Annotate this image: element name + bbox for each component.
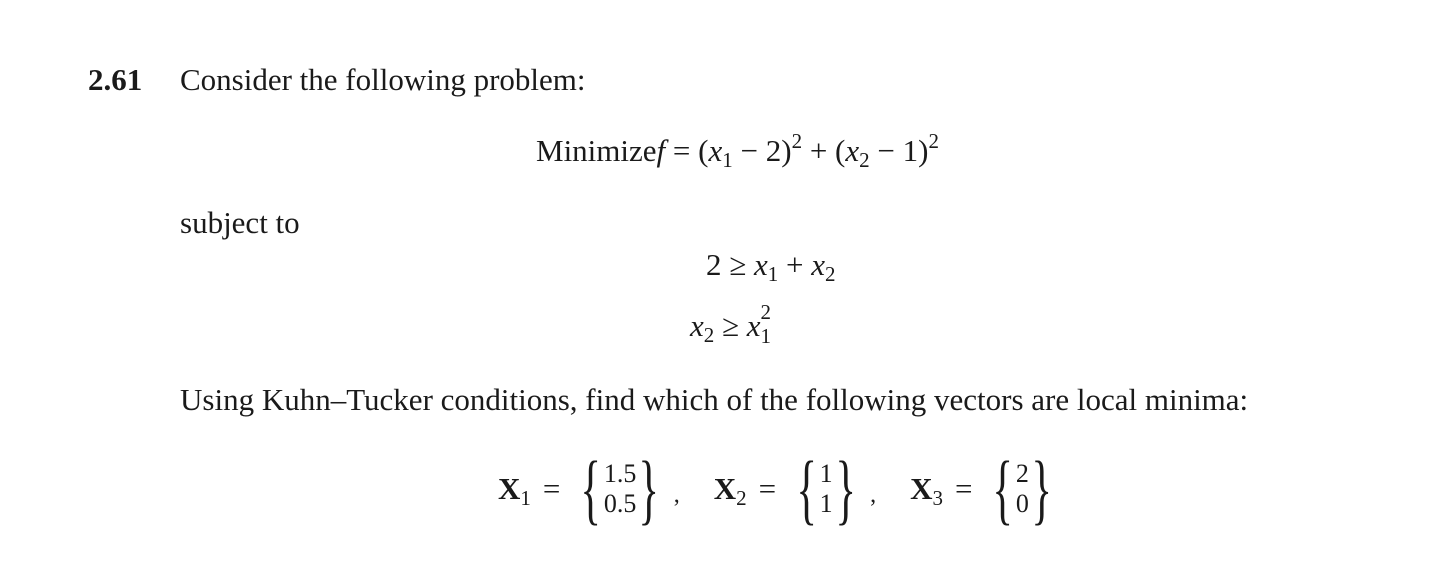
vector-top: 1.5: [603, 459, 637, 488]
vector-sub: 2: [736, 486, 747, 510]
objective-exp2: 2: [928, 129, 939, 153]
vector-x1: [498, 445, 680, 532]
vector-label: [910, 471, 943, 510]
vector-top: 1: [819, 459, 833, 488]
objective-f: f: [656, 133, 666, 168]
vector-letter: X: [713, 471, 737, 506]
objective-sub2: 2: [859, 148, 870, 172]
constraint1-lhs: 2 ≥: [706, 247, 755, 282]
constraint1-sub1: 1: [767, 262, 779, 286]
vector-sub: 1: [520, 486, 531, 510]
question-text: Using Kuhn–Tucker conditions, find which of the following vectors are local minima:: [180, 382, 1249, 417]
left-brace-icon: {: [580, 445, 602, 532]
constraint2-sub-rhs: 1: [760, 324, 772, 348]
objective-term1: − 2): [732, 133, 792, 168]
vector-bottom: 1: [819, 489, 833, 518]
constraint-2: [690, 300, 775, 348]
vector-bottom: 0.5: [603, 489, 637, 518]
constraint2-sub-lhs: 2: [703, 323, 715, 347]
vector-column: [820, 459, 833, 519]
right-brace-icon: }: [1031, 445, 1052, 532]
objective-sub1: 1: [722, 148, 733, 172]
vector-label: [713, 471, 747, 510]
vector-x2: [713, 445, 877, 532]
constraint1-plus: +: [778, 247, 812, 282]
right-brace-icon: }: [835, 445, 856, 532]
objective-term2: − 1): [869, 133, 929, 168]
constraint1-x1: x: [754, 247, 768, 282]
left-brace-icon: {: [992, 445, 1014, 532]
problem-number: 2.61: [88, 62, 143, 97]
vector-x3: [910, 445, 1066, 532]
minimize-word: Minimize: [536, 133, 657, 168]
right-brace-icon: }: [638, 445, 660, 532]
objective-equals: = (: [665, 133, 709, 168]
vector-column: [604, 459, 637, 519]
vector-letter: X: [910, 471, 933, 506]
vector-equals: =: [758, 471, 777, 506]
constraint2-exp: 2: [760, 300, 772, 324]
constraint2-x1: x: [746, 308, 761, 343]
subject-to-label: subject to: [180, 205, 300, 240]
vector-equals: =: [954, 471, 973, 506]
constraint-1: [706, 247, 836, 286]
vector-letter: X: [498, 471, 521, 506]
constraint1-x2: x: [811, 247, 826, 282]
objective-plus: + (: [802, 133, 846, 168]
vector-top: 2: [1015, 459, 1029, 488]
problem-intro: Consider the following problem:: [180, 62, 586, 97]
constraint2-geq: ≥: [714, 308, 747, 343]
candidate-vectors: [498, 445, 1066, 532]
vector-bottom: 0: [1015, 489, 1029, 518]
objective-x2: x: [845, 133, 860, 168]
objective-x1: x: [708, 133, 723, 168]
vector-comma: ,: [673, 481, 680, 508]
vector-sub: 3: [932, 486, 943, 510]
vector-equals: =: [542, 471, 561, 506]
vector-label: [498, 471, 531, 510]
left-brace-icon: {: [796, 445, 818, 532]
constraint2-x2: x: [690, 308, 704, 343]
constraint1-sub2: 2: [825, 262, 836, 286]
vector-comma: ,: [870, 481, 877, 508]
objective-exp1: 2: [791, 129, 803, 153]
vector-column: [1016, 459, 1029, 519]
objective-function: [536, 129, 939, 172]
constraint2-supsub: [760, 300, 775, 348]
